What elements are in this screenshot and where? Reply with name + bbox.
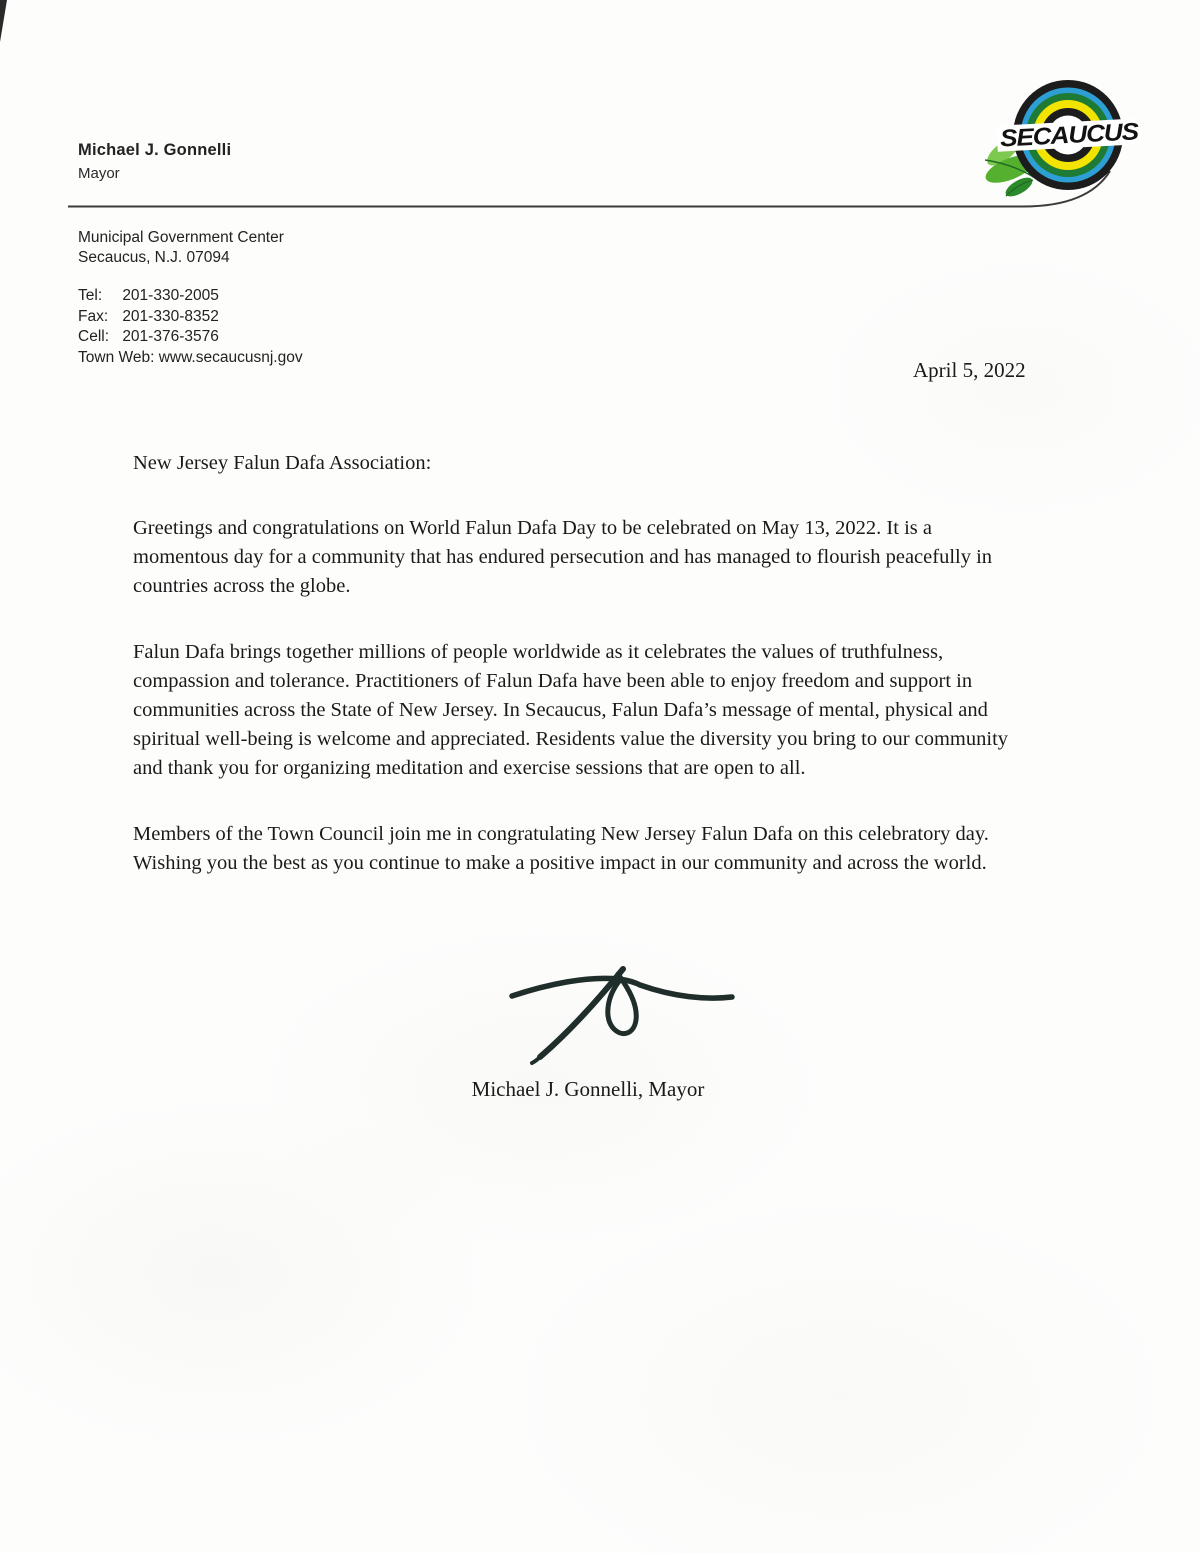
contact-value: 201-376-3576: [122, 328, 219, 345]
letter-paragraph: Members of the Town Council join me in congratulating New Jersey Falun Dafa on this celebratory day. Wishing you the best as you continue to make a positive impact in our community and across the world.: [133, 823, 989, 874]
logo-wordmark: SECAUCUS: [999, 118, 1128, 153]
contact-label: Tel:: [78, 287, 103, 304]
contact-label: Cell:: [78, 328, 110, 345]
secaucus-town-logo: [973, 68, 1145, 210]
letter-paragraph: Falun Dafa brings together millions of people worldwide as it celebrates the values of truthfulness, compassion and tolerance. Practitioners of Falun Dafa have been able to enjoy freedom and support in communities across the State of New Jersey. In Secaucus, Falun Dafa’s message of mental, physical and spiritual well-being is welcome and appreciated. Residents value the diversity you bring to our community and thank you for organizing meditation and exercise sessions that are open to all.: [133, 641, 1009, 779]
contact-label: Town Web:: [78, 348, 155, 366]
letter-date: April 5, 2022: [913, 358, 1026, 382]
mayor-name: Michael J. Gonnelli: [78, 141, 232, 159]
contact-value: 201-330-2005: [122, 287, 219, 304]
address-block: [78, 228, 284, 268]
address-line: Secaucus, N.J. 07094: [78, 249, 230, 266]
contact-row-tel: [78, 286, 303, 307]
header-divider-line: [68, 168, 1130, 210]
letter-salutation: New Jersey Falun Dafa Association:: [133, 452, 432, 474]
contact-label: Fax:: [78, 307, 109, 325]
letter-body: [133, 514, 1015, 915]
letter-paragraph: Greetings and congratulations on World Falun Dafa Day to be celebrated on May 13, 2022. It is a momentous day for a community that has endured persecution and has managed to flourish peacefully in countries across the globe.: [133, 517, 993, 597]
signature-name: Michael J. Gonnelli, Mayor: [471, 1077, 705, 1101]
contact-row-townweb: [78, 348, 303, 369]
mayor-title: Mayor: [78, 165, 120, 182]
contact-block: [78, 286, 303, 368]
contact-value: www.secaucusnj.gov: [158, 348, 303, 366]
contact-value: 201-330-8352: [122, 307, 219, 325]
address-line: Municipal Government Center: [78, 229, 284, 246]
scan-artifact: [0, 0, 7, 42]
contact-row-cell: [78, 327, 303, 348]
mayor-signature-icon: [478, 952, 788, 1077]
contact-row-fax: [78, 307, 303, 328]
